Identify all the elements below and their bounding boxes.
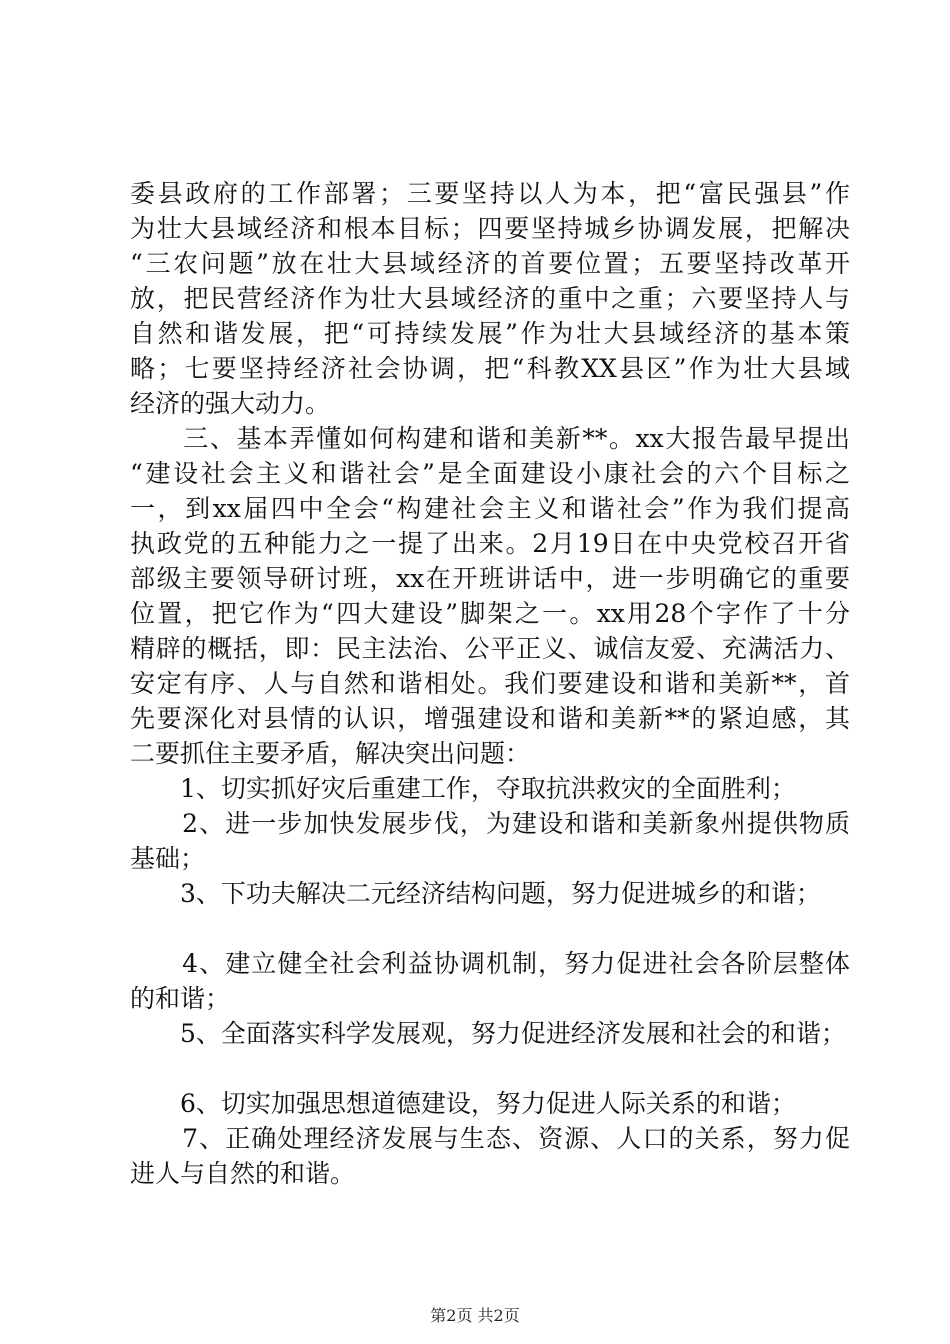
list-item: 4、建立健全社会利益协调机制，努力促进社会各阶层整体 [130,949,850,978]
list-item: 1、切实抓好灾后重建工作，夺取抗洪救灾的全面胜利； [130,774,796,803]
text-line: 三、基本弄懂如何构建和谐和美新**。xx大报告最早提出 [130,424,850,453]
list-item: 6、切实加强思想道德建设，努力促进人际关系的和谐； [130,1089,796,1118]
text-line: 放，把民营经济作为壮大县域经济的重中之重；六要坚持人与 [130,284,850,313]
text-line: 先要深化对县情的认识，增强建设和谐和美新**的紧迫感，其 [130,704,850,733]
text-line: 为壮大县域经济和根本目标；四要坚持城乡协调发展，把解决 [130,214,850,243]
blank-line [130,1051,850,1086]
list-item: 2、进一步加快发展步伐，为建设和谐和美新象州提供物质 [130,809,850,838]
text-line: 略；七要坚持经济社会协调，把“科教XX县区”作为壮大县域 [130,354,850,383]
text-line: 安定有序、人与自然和谐相处。我们要建设和谐和美新**，首 [130,669,850,698]
text-line: 执政党的五种能力之一提了出来。2月19日在中央党校召开省 [130,529,850,558]
list-item: 3、下功夫解决二元经济结构问题，努力促进城乡的和谐； [130,879,821,908]
text-line: 经济的强大动力。 [130,389,331,418]
text-line: 自然和谐发展，把“可持续发展”作为壮大县域经济的基本策 [130,319,850,348]
text-line: 位置，把它作为“四大建设”脚架之一。xx用28个字作了十分 [130,599,850,628]
blank-line [130,911,850,946]
list-item: 5、全面落实科学发展观，努力促进经济发展和社会的和谐； [130,1019,846,1048]
text-line: 基础； [130,844,206,873]
text-line: “建设社会主义和谐社会”是全面建设小康社会的六个目标之 [130,459,850,488]
text-line: 的和谐； [130,984,231,1013]
text-line: 精辟的概括，即：民主法治、公平正义、诚信友爱、充满活力、 [130,634,850,663]
text-line: 一，到xx届四中全会“构建社会主义和谐社会”作为我们提高 [130,494,850,523]
text-line: 委县政府的工作部署；三要坚持以人为本，把“富民强县”作 [130,179,850,208]
page-number-footer: 第2页 共2页 [430,1306,520,1325]
text-line: 进人与自然的和谐。 [130,1159,356,1188]
list-item: 7、正确处理经济发展与生态、资源、人口的关系，努力促 [130,1124,850,1153]
text-line: 部级主要领导研讨班，xx在开班讲话中，进一步明确它的重要 [130,564,850,593]
text-line: “三农问题”放在壮大县域经济的首要位置；五要坚持改革开 [130,249,850,278]
text-line: 二要抓住主要矛盾，解决突出问题： [130,739,531,768]
body-text [130,176,850,1191]
